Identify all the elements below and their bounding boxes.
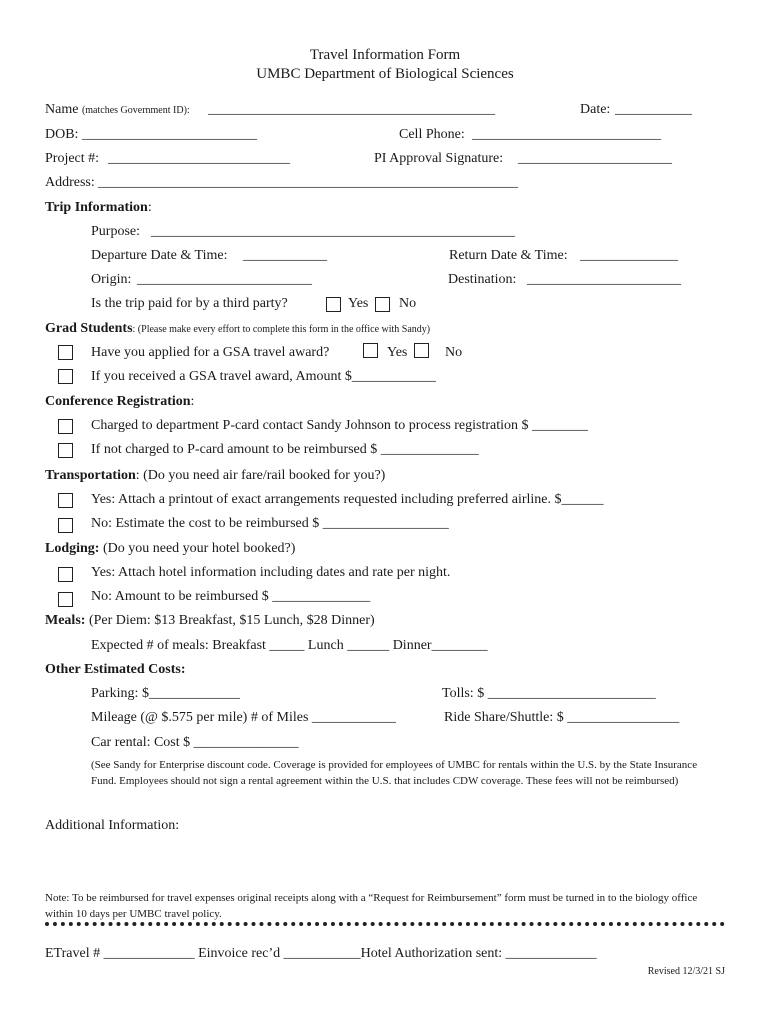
pi-approval-label: PI Approval Signature: — [374, 151, 504, 166]
purpose-label: Purpose: — [91, 224, 140, 239]
gsa-yes-checkbox[interactable] — [363, 343, 378, 358]
conference-pcard-field[interactable]: Charged to department P-card contact Sandy Johnson to process registration $ ________ — [91, 418, 589, 433]
project-pi-row — [0, 148, 770, 170]
origin-label: Origin: — [91, 272, 132, 287]
gsa-no-checkbox[interactable] — [414, 343, 429, 358]
transportation-yes-checkbox[interactable] — [58, 493, 73, 508]
form-title: Travel Information Form — [309, 47, 461, 63]
transportation-no-checkbox[interactable] — [58, 518, 73, 533]
third-party-row — [0, 293, 770, 315]
return-field[interactable]: ______________ — [580, 248, 678, 263]
gsa-amount-field[interactable]: If you received a GSA travel award, Amount $____________ — [91, 369, 436, 384]
meals-heading-row — [0, 610, 770, 632]
meals-expected-row — [0, 635, 770, 657]
grad-students-heading: Grad Students: (Please make every effort to complete this form in the office with Sandy) — [45, 321, 431, 336]
car-rental-note: (See Sandy for Enterprise discount code. Coverage is provided for employees of UMBC for rentals within the U.S. by the State Insurance Fund. Employees should not sign a rental agreement within the U.S. that includes CDW coverage. These fees will not be reimbursed) — [91, 759, 698, 787]
gsa-amount-checkbox[interactable] — [58, 369, 73, 384]
third-party-no-label: No — [399, 296, 417, 311]
lodging-no-checkbox[interactable] — [58, 592, 73, 607]
conference-pcard-row — [0, 415, 770, 437]
gsa-amount-row — [0, 366, 770, 388]
name-date-row — [0, 99, 770, 121]
conference-pcard-checkbox[interactable] — [58, 419, 73, 434]
transportation-yes-row — [0, 489, 770, 511]
trip-info-heading: Trip Information: — [45, 200, 152, 215]
lodging-yes-checkbox[interactable] — [58, 567, 73, 582]
cell-phone-label: Cell Phone: — [399, 127, 465, 142]
departure-label: Departure Date & Time: — [91, 248, 228, 263]
trip-info-heading-row — [0, 197, 770, 219]
tolls-field[interactable]: Tolls: $ ________________________ — [442, 686, 656, 701]
gsa-no-label: No — [445, 345, 463, 360]
form-subtitle: UMBC Department of Biological Sciences — [256, 66, 514, 82]
separator-divider — [45, 922, 725, 926]
cell-phone-field[interactable]: ___________________________ — [472, 127, 661, 142]
transportation-heading: Transportation: (Do you need air fare/rail booked for you?) — [45, 468, 386, 483]
gsa-yes-label: Yes — [387, 345, 408, 360]
additional-info-label: Additional Information: — [45, 818, 180, 833]
conference-heading-row — [0, 391, 770, 413]
rideshare-field[interactable]: Ride Share/Shuttle: $ ________________ — [444, 710, 680, 725]
lodging-yes-row — [0, 562, 770, 584]
additional-info-row — [0, 815, 770, 837]
address-row — [0, 172, 770, 194]
dob-label: DOB: — [45, 127, 79, 142]
office-use-row — [0, 943, 770, 965]
mileage-rideshare-row — [0, 707, 770, 729]
project-field[interactable]: __________________________ — [108, 151, 290, 166]
third-party-no-checkbox[interactable] — [375, 297, 390, 312]
gsa-applied-question: Have you applied for a GSA travel award? — [91, 345, 330, 360]
destination-label: Destination: — [448, 272, 517, 287]
mileage-field[interactable]: Mileage (@ $.575 per mile) # of Miles ____________ — [91, 710, 396, 725]
office-use-fields[interactable]: ETravel # _____________ Einvoice rec’d ___________Hotel Authorization sent: _____________ — [45, 946, 597, 961]
other-costs-heading: Other Estimated Costs: — [45, 662, 186, 677]
address-label: Address: — [45, 175, 95, 190]
meals-heading: Meals: (Per Diem: $13 Breakfast, $15 Lunch, $28 Dinner) — [45, 613, 375, 628]
project-label: Project #: — [45, 151, 100, 166]
grad-students-heading-row — [0, 318, 770, 340]
purpose-field[interactable]: ____________________________________________________ — [151, 224, 515, 239]
conference-heading: Conference Registration: — [45, 394, 195, 409]
lodging-heading: Lodging: (Do you need your hotel booked?) — [45, 541, 296, 556]
transportation-heading-row — [0, 465, 770, 487]
conference-reimburse-checkbox[interactable] — [58, 443, 73, 458]
parking-field[interactable]: Parking: $_____________ — [91, 686, 240, 701]
revision-label: Revised 12/3/21 SJ — [647, 966, 725, 977]
lodging-yes-label: Yes: Attach hotel information including dates and rate per night. — [91, 565, 451, 580]
transportation-yes-field[interactable]: Yes: Attach a printout of exact arrangements requested including preferred airline. $______ — [91, 492, 604, 507]
lodging-no-row — [0, 586, 770, 608]
conference-reimburse-row — [0, 439, 770, 461]
pi-approval-field[interactable]: ______________________ — [518, 151, 672, 166]
car-rental-row — [0, 732, 770, 754]
destination-field[interactable]: ______________________ — [527, 272, 681, 287]
additional-info-area[interactable] — [45, 840, 725, 885]
name-field[interactable]: _________________________________________ — [208, 102, 495, 117]
transportation-no-field[interactable]: No: Estimate the cost to be reimbursed $ __________________ — [91, 516, 449, 531]
car-rental-field[interactable]: Car rental: Cost $ _______________ — [91, 735, 299, 750]
parking-tolls-row — [0, 683, 770, 705]
meals-expected-field[interactable]: Expected # of meals: Breakfast _____ Lunch ______ Dinner________ — [91, 638, 488, 653]
third-party-question: Is the trip paid for by a third party? — [91, 296, 288, 311]
date-field[interactable]: ___________ — [615, 102, 692, 117]
gsa-applied-row — [0, 342, 770, 364]
dob-field[interactable]: _________________________ — [82, 127, 257, 142]
departure-field[interactable]: ____________ — [243, 248, 327, 263]
return-label: Return Date & Time: — [449, 248, 568, 263]
other-costs-heading-row — [0, 659, 770, 681]
gsa-applied-checkbox[interactable] — [58, 345, 73, 360]
origin-field[interactable]: _________________________ — [137, 272, 312, 287]
third-party-yes-checkbox[interactable] — [326, 297, 341, 312]
third-party-yes-label: Yes — [348, 296, 369, 311]
lodging-no-field[interactable]: No: Amount to be reimbursed $ ______________ — [91, 589, 371, 604]
lodging-heading-row — [0, 538, 770, 560]
date-label: Date: — [580, 102, 611, 117]
reimbursement-note: Note: To be reimbursed for travel expenses original receipts along with a “Request for Reimbursement” form must be turned in to the biology office within 10 days per UMBC travel policy. — [45, 892, 698, 920]
dob-cell-row — [0, 124, 770, 146]
transportation-no-row — [0, 513, 770, 535]
departure-return-row — [0, 245, 770, 267]
name-label: Name (matches Government ID): — [45, 102, 190, 117]
conference-reimburse-field[interactable]: If not charged to P-card amount to be reimbursed $ ______________ — [91, 442, 479, 457]
origin-destination-row — [0, 269, 770, 291]
purpose-row — [0, 221, 770, 243]
address-field[interactable]: ____________________________________________________________ — [98, 175, 518, 190]
